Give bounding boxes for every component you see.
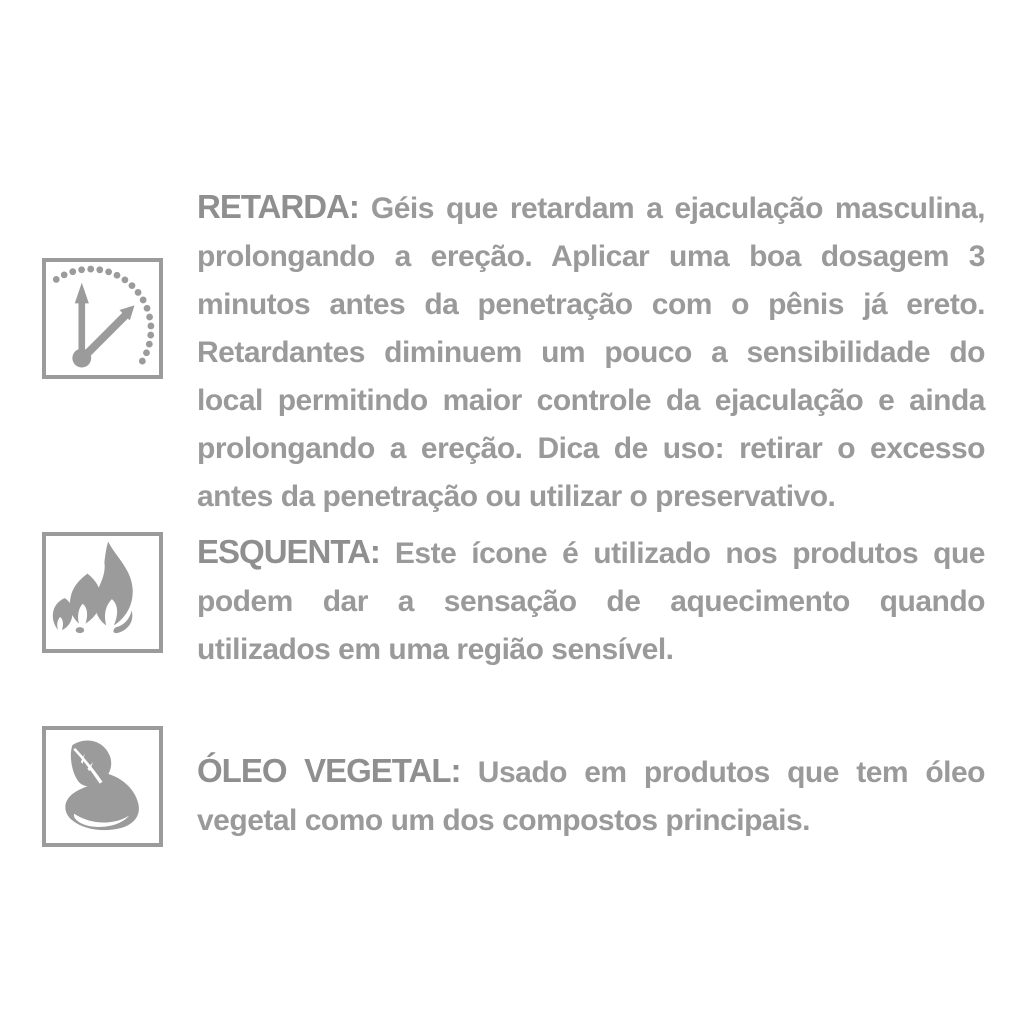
leaf-oil-icon — [46, 730, 159, 843]
section-heading-esquenta: ESQUENTA: — [197, 533, 380, 570]
section-heading-oleo-vegetal: ÓLEO VEGETAL: — [197, 752, 461, 789]
section-body-esquenta: Este ícone é utilizado nos produtos que podem dar a sensação de aquecimento quando utilizados em uma região sensível. — [197, 537, 985, 666]
section-oleo-vegetal — [197, 747, 985, 845]
section-esquenta — [197, 528, 985, 674]
section-body-retarda: Géis que retardam a ejaculação masculina, prolongando a ereção. Aplicar uma boa dosagem 3 minutos antes da penetração com o pênis já ereto. Retardantes diminuem um pouco a sensibilidade do local permitindo maior controle da ejaculação e ainda prolongando a ereção. Dica de uso: retirar o excesso antes da penetração ou utilizar o preservativo. — [197, 192, 985, 513]
flame-icon — [46, 536, 159, 649]
flame-icon-box — [42, 532, 163, 653]
leaf-oil-icon-box — [42, 726, 163, 847]
timer-clock-icon — [46, 262, 159, 375]
section-body-oleo-vegetal: Usado em produtos que tem óleo vegetal como um dos compostos principais. — [197, 756, 985, 837]
section-retarda — [197, 183, 985, 521]
timer-clock-icon-box — [42, 258, 163, 379]
section-heading-retarda: RETARDA: — [197, 188, 359, 225]
